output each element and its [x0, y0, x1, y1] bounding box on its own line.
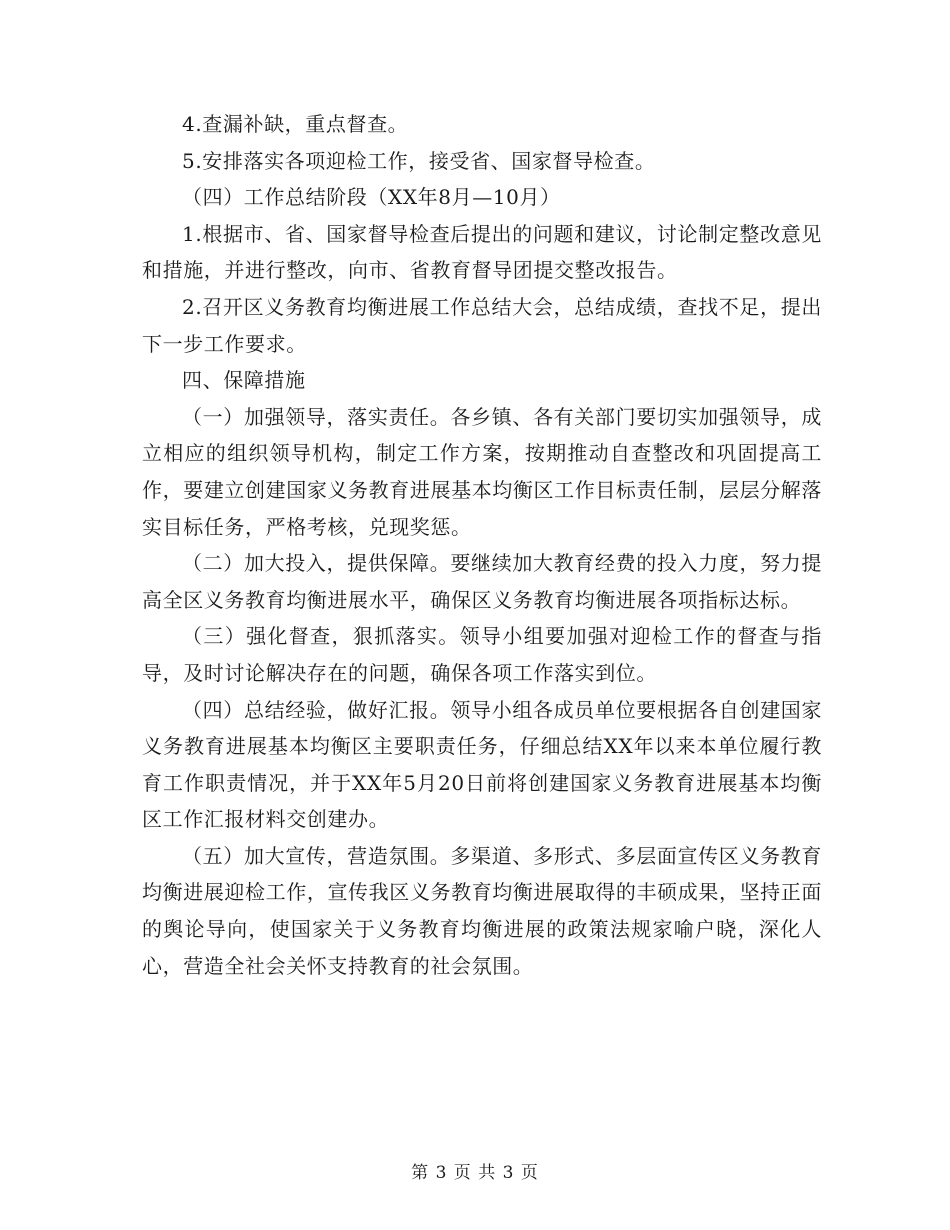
- page-number-footer: 第 3 页 共 3 页: [411, 1163, 539, 1183]
- paragraph-safeguard-5: （五）加大宣传，营造氛围。多渠道、多形式、多层面宣传区义务教育均衡进展迎检工作，宣传我区义务教育均衡进展取得的丰硕成果，坚持正面的舆论导向，使国家关于义务教育均衡进展的政策法规家喻户晓，深化人心，营造全社会关怀支持教育的社会氛围。: [142, 843, 822, 978]
- paragraph-safeguard-1: （一）加强领导，落实责任。各乡镇、各有关部门要切实加强领导，成立相应的组织领导机构，制定工作方案，按期推动自查整改和巩固提高工作，要建立创建国家义务教育进展基本均衡区工作目标责任制，层层分解落实目标任务，严格考核，兑现奖惩。: [142, 404, 822, 539]
- section-heading-safeguards: 四、保障措施: [182, 368, 306, 393]
- paragraph-safeguard-3: （三）强化督查，狠抓落实。领导小组要加强对迎检工作的督查与指导，及时讨论解决存在的问题，确保各项工作落实到位。: [142, 624, 822, 685]
- section-heading-summary-stage: （四）工作总结阶段（XX年8月—10月）: [182, 185, 561, 210]
- paragraph-summary-2: 2.召开区义务教育均衡进展工作总结大会，总结成绩，查找不足，提出下一步工作要求。: [142, 294, 822, 356]
- paragraph-item-5: 5.安排落实各项迎检工作，接受省、国家督导检查。: [182, 148, 656, 173]
- paragraph-safeguard-2: （二）加大投入，提供保障。要继续加大教育经费的投入力度，努力提高全区义务教育均衡进展水平，确保区义务教育均衡进展各项指标达标。: [142, 551, 822, 612]
- paragraph-item-4: 4.查漏补缺，重点督查。: [182, 112, 409, 136]
- paragraph-summary-1: 1.根据市、省、国家督导检查后提出的问题和建议，讨论制定整改意见和措施，并进行整改，向市、省教育督导团提交整改报告。: [142, 221, 822, 283]
- paragraph-safeguard-4: （四）总结经验，做好汇报。领导小组各成员单位要根据各自创建国家义务教育进展基本均衡区主要职责任务，仔细总结XX年以来本单位履行教育工作职责情况，并于XX年5月20日前将创建国家义务教育进展基本均衡区工作汇报材料交创建办。: [142, 697, 822, 832]
- document-body: [142, 106, 822, 984]
